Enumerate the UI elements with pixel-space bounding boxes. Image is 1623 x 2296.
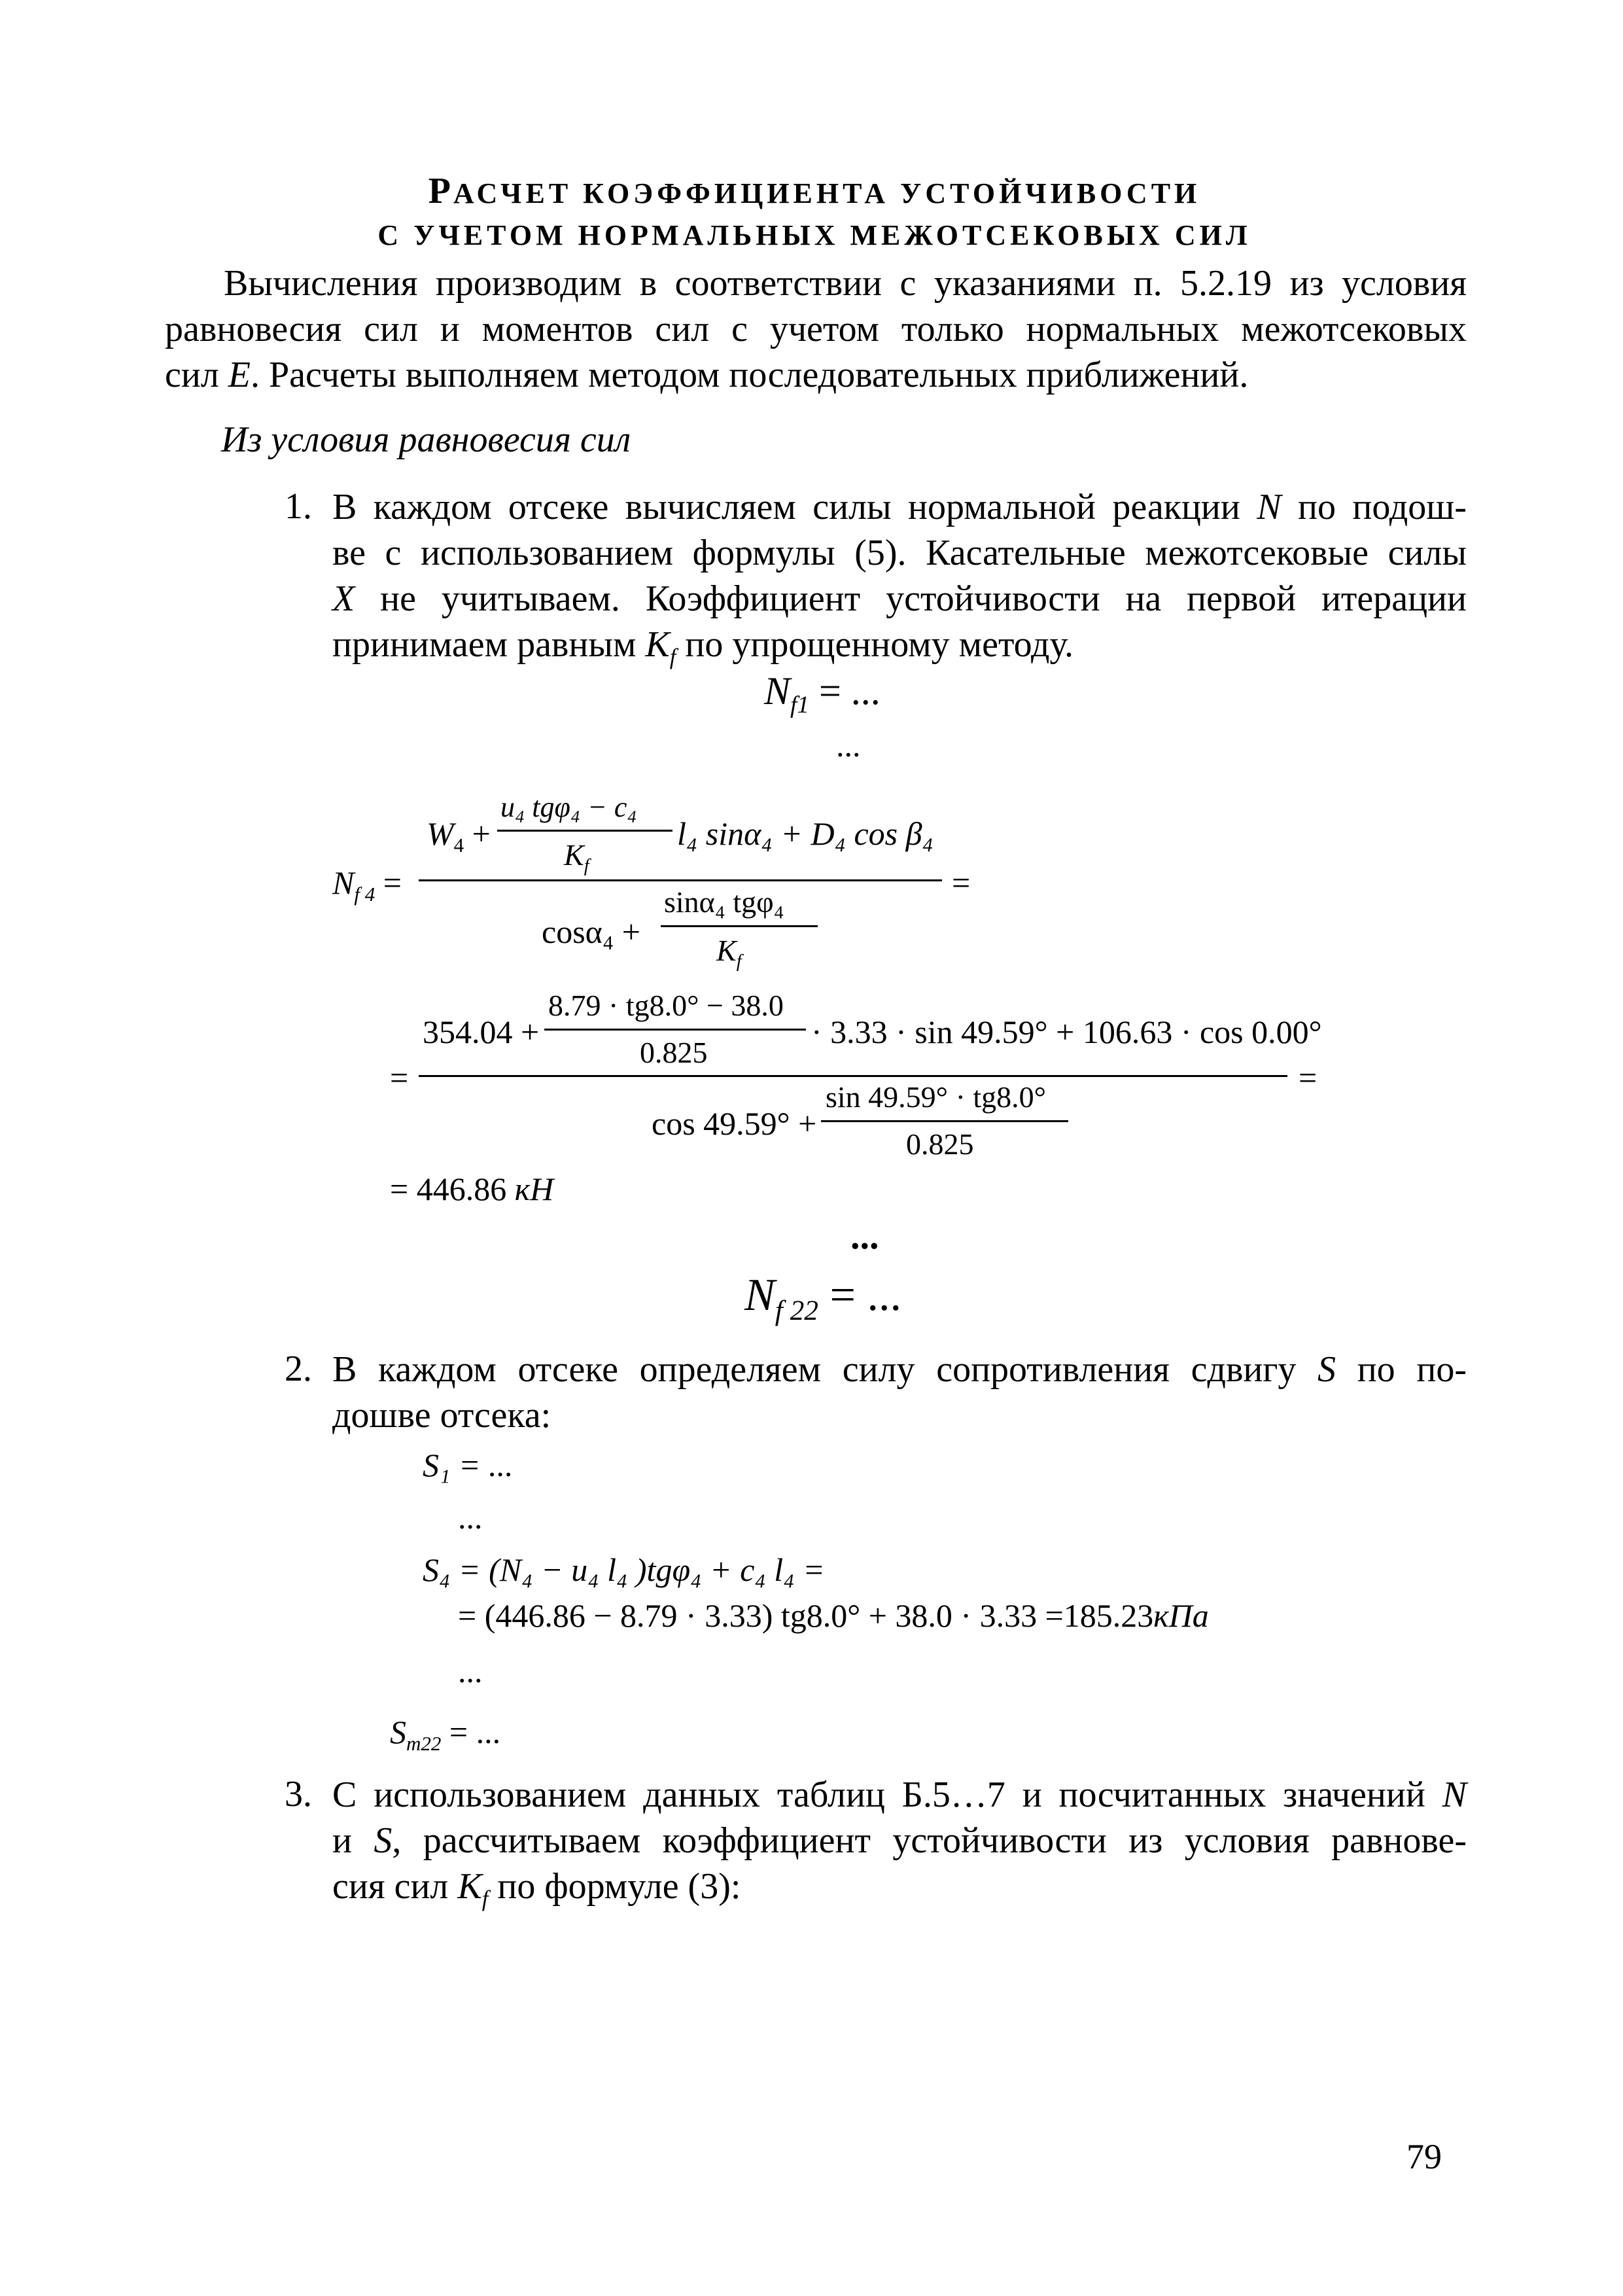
formula-s-dots-2: ...: [458, 1653, 483, 1689]
item-3-line-1: С использованием данных таблиц Б.5…7 и посчитанных значений N: [332, 1775, 1467, 1815]
item-1-line-2: ве с использованием формулы (5). Касательные межотсековые силы: [332, 533, 1467, 573]
formula-value-equals-right: =: [1299, 1059, 1318, 1096]
section-title-line-2: С УЧЕТОМ НОРМАЛЬНЫХ МЕЖОТСЕКОВЫХ СИЛ: [377, 219, 1251, 251]
formula-value-numerator-a: 354.04 +: [423, 1014, 540, 1050]
item-3-line-3: сия сил $K_f$ по формуле (3):: [332, 1866, 741, 1912]
formula-nf4-result: = 446.86 кН: [390, 1171, 554, 1207]
subheading: Из условия равновесия сил: [221, 419, 631, 460]
item-3-line-2: и S, рассчитываем коэффициент устойчивости из условия равнове-: [332, 1820, 1467, 1861]
formula-s1: S₁ = ...: [423, 1447, 514, 1483]
section-title-line-1: РАСЧЕТ КОЭФФИЦИЕНТА УСТОЙЧИВОСТИ: [428, 171, 1201, 211]
formula-value-small-denominator: 0.825: [640, 1036, 708, 1069]
intro-line-2: равновесия сил и моментов сил с учетом только нормальных межотсековых: [165, 309, 1467, 349]
formula-value-den-small-numerator: sin 49.59° · tg8.0°: [826, 1080, 1047, 1114]
formula-dots-1: ...: [836, 727, 861, 764]
formula-nf4-small-fraction-line: [497, 830, 672, 832]
formula-nf1: $N_{f1}$ = ...: [764, 669, 881, 719]
item-1-line-1: В каждом отсеке вычисляем силы нормальной реакции N по подош-: [332, 487, 1467, 527]
formula-nf4-small-numerator: u₄ tgφ₄ − c₄: [500, 791, 637, 823]
intro-line-3: сил E. Расчеты выполняем методом последовательных приближений.: [165, 355, 1249, 395]
item-3-number: 3.: [285, 1774, 312, 1814]
item-3-text: [332, 1772, 1467, 1912]
formula-value-main-fraction-line: [419, 1075, 1287, 1077]
item-1-line-3: X не учитываем. Коэффициент устойчивости на первой итерации: [332, 578, 1467, 619]
formula-s-dots-1: ...: [458, 1499, 483, 1536]
formula-value-small-fraction-line: [544, 1029, 806, 1031]
intro-paragraph: [165, 260, 1467, 398]
formula-nf4-equals-right: =: [952, 864, 971, 901]
formula-value-den-small-fraction-line: [821, 1120, 1068, 1122]
formula-nf4-numerator-tail: l₄ sinα₄ + D₄ cos β₄: [677, 815, 934, 852]
formula-value-den-small-denominator: 0.825: [906, 1127, 974, 1161]
formula-dots-2: ...: [850, 1214, 879, 1257]
item-1-line-4: принимаем равным $K_f$ по упрощенному методу.: [332, 624, 1073, 670]
formula-nf4-lhs: $N_{f 4}$ =: [332, 864, 402, 906]
item-1-text: [332, 484, 1467, 670]
item-2-line-1: В каждом отсеке определяем силу сопротивления сдвигу S по по-: [332, 1349, 1467, 1390]
formula-sm22: $S_{m22}$ = ...: [390, 1714, 501, 1755]
formula-nf4-main-fraction-line: [419, 879, 942, 881]
formula-nf22: $N_{f 22}$ = ...: [744, 1270, 901, 1327]
formula-nf4-den-small-denominator: $K_f$: [716, 934, 742, 972]
formula-nf4-denominator-cos: cosα₄ +: [542, 913, 640, 950]
formula-value-denominator-cos: cos 49.59° +: [652, 1105, 817, 1142]
formula-value-equals-left: =: [390, 1059, 409, 1096]
formula-value-numerator-tail: · 3.33 · sin 49.59° + 106.63 · cos 0.00°: [811, 1014, 1322, 1050]
item-2-text: [332, 1347, 1467, 1438]
formula-nf4-den-small-numerator: sinα₄ tgφ₄: [664, 885, 784, 919]
item-2-line-2: дошве отсека:: [332, 1395, 551, 1436]
intro-line-1: Вычисления производим в соответствии с указаниями п. 5.2.19 из условия: [224, 263, 1467, 304]
page-number: 79: [1406, 2137, 1442, 2176]
formula-nf4-numerator-w: $W_4$ +: [427, 815, 491, 857]
formula-value-small-numerator: 8.79 · tg8.0° − 38.0: [548, 989, 784, 1022]
item-1-number: 1.: [285, 486, 312, 527]
item-2-number: 2.: [285, 1349, 312, 1389]
formula-s4-line-1: S₄ = (N₄ − u₄ l₄ )tgφ₄ + c₄ l₄ =: [423, 1551, 825, 1588]
formula-s4-line-2: = (446.86 − 8.79 · 3.33) tg8.0° + 38.0 · 3.33 =185.23кПа: [458, 1597, 1209, 1634]
formula-nf4-small-denominator: $K_f$: [564, 838, 589, 876]
formula-nf4-den-small-fraction-line: [661, 925, 818, 927]
